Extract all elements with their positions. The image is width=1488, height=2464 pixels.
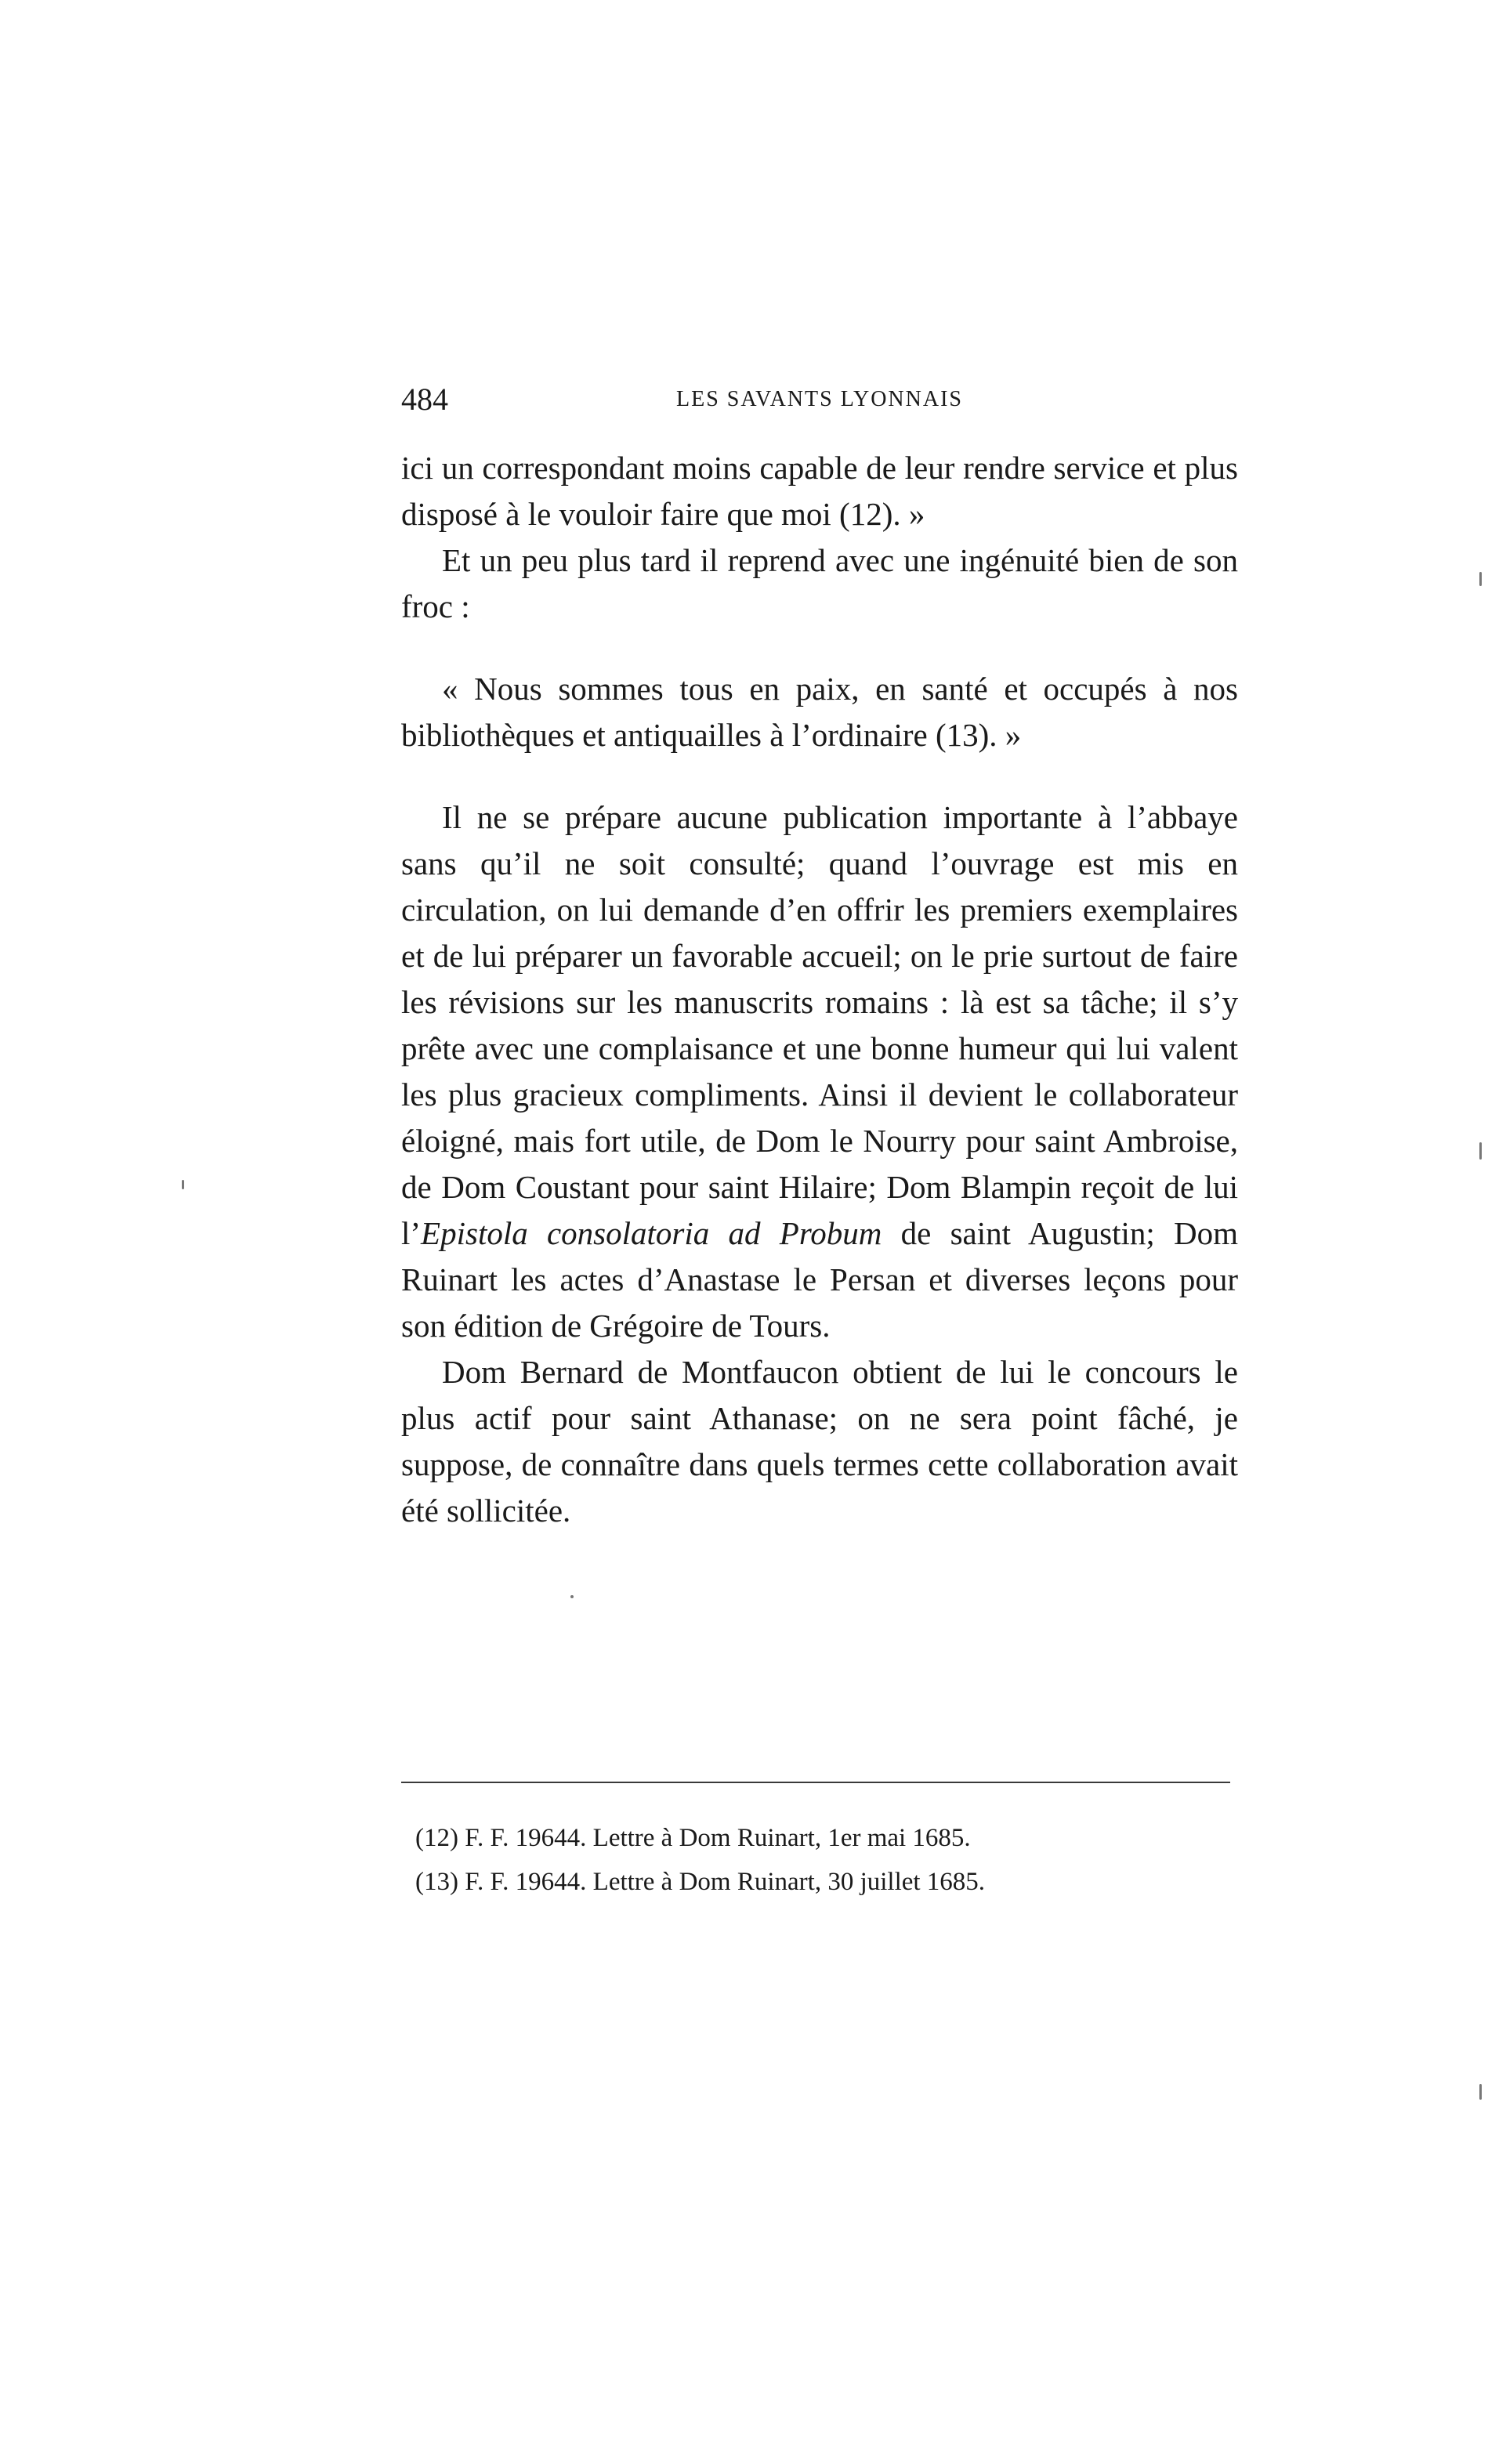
scan-speck (570, 1595, 574, 1598)
scan-speck (1479, 1142, 1482, 1160)
scan-speck (182, 1180, 184, 1189)
footnotes (415, 1816, 1230, 1904)
scan-speck (1479, 572, 1482, 586)
footnote-text: F. F. 19644. Lettre à Dom Ruinart, 1er mai 1685. (458, 1824, 971, 1852)
footnote-marker: (13) (415, 1868, 458, 1896)
paragraph-montfaucon: Dom Bernard de Montfaucon obtient de lui le concours le plus actif pour saint Athanase; on ne sera point fâché, je suppose, de connaître dans quels termes cette collaboration avait été sollicitée. (401, 1354, 1238, 1529)
running-title: LES SAVANTS LYONNAIS (676, 387, 963, 411)
page-number: 484 (401, 382, 448, 417)
footnote-text: F. F. 19644. Lettre à Dom Ruinart, 30 juillet 1685. (458, 1868, 986, 1896)
paragraph-continuation: ici un correspondant moins capable de leur rendre service et plus disposé à le vouloir faire que moi (12). » (401, 450, 1238, 532)
page-header (401, 376, 1238, 423)
footnote-12 (415, 1816, 1230, 1860)
work-title-italic: Epistola consolatoria ad Probum (421, 1215, 882, 1251)
footnote-marker: (12) (415, 1824, 458, 1852)
paragraph-narrative: Et un peu plus tard il reprend avec une ingénuité bien de son froc : (401, 542, 1238, 624)
footnote-13 (415, 1860, 1230, 1904)
footnote-divider (401, 1782, 1230, 1783)
paragraph-publications (401, 794, 1238, 1349)
paragraph-text-start: Il ne se prépare aucune publication importante à l’abbaye sans qu’il ne soit consulté; quand l’ouvrage est mis en circulation, on lui demande d’en offrir les premiers exemplaires et de lui préparer un favorable accueil; on le prie surtout de faire les révisions sur les manuscrits romains : là est sa tâche; il s’y prête avec une complaisance et une bonne humeur qui lui valent les plus gracieux compliments. Ainsi il devient le collaborateur éloigné, mais fort utile, de Dom le Nourry pour saint Ambroise, de Dom Coustant pour saint Hilaire; Dom Blampin reçoit de lui l’ (401, 799, 1238, 1251)
scan-speck (1479, 2084, 1482, 2100)
paragraph-text-end: de saint Augustin; Dom Ruinart les actes d’Anastase le Persan et diverses leçons pour son édition de Grégoire de Tours. (401, 1215, 1239, 1344)
main-text (401, 445, 1238, 1534)
paragraph-quotation: « Nous sommes tous en paix, en santé et occupés à nos bibliothèques et antiquailles à l’ordinaire (13). » (401, 671, 1238, 753)
